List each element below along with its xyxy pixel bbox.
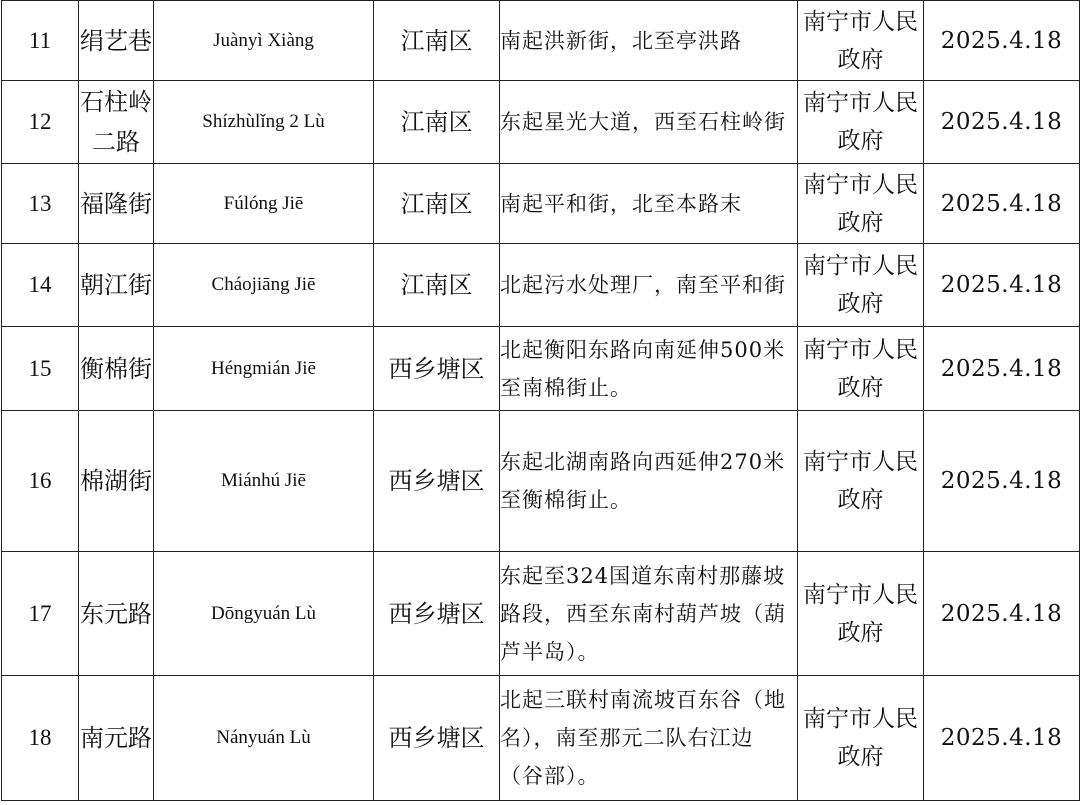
road-extent: 南起平和街，北至本路末 [500,164,798,244]
approval-date: 2025.4.18 [924,81,1080,164]
road-name: 东元路 [79,552,154,676]
road-name: 棉湖街 [79,411,154,552]
road-pinyin: Shízhùlǐng 2 Lù [154,81,374,164]
district: 江南区 [374,81,500,164]
approval-date: 2025.4.18 [924,327,1080,411]
road-pinyin: Miánhú Jiē [154,411,374,552]
table-row [2,244,1080,327]
approval-date: 2025.4.18 [924,1,1080,81]
row-number: 12 [2,81,79,164]
district: 西乡塘区 [374,676,500,801]
approval-date: 2025.4.18 [924,244,1080,327]
road-extent: 北起污水处理厂，南至平和街 [500,244,798,327]
road-name: 绢艺巷 [79,1,154,81]
row-number: 11 [2,1,79,81]
road-extent: 北起衡阳东路向南延伸500米至南棉街止。 [500,327,798,411]
district: 江南区 [374,1,500,81]
road-pinyin: Juànyì Xiàng [154,1,374,81]
table-row [2,327,1080,411]
table-row [2,81,1080,164]
road-name: 福隆街 [79,164,154,244]
approval-date: 2025.4.18 [924,164,1080,244]
road-name: 南元路 [79,676,154,801]
road-extent: 北起三联村南流坡百东谷（地名），南至那元二队右江边（谷部）。 [500,676,798,801]
table-row [2,164,1080,244]
road-pinyin: Nányuán Lù [154,676,374,801]
road-naming-table [1,0,1080,801]
approval-date: 2025.4.18 [924,411,1080,552]
table-row [2,411,1080,552]
district: 西乡塘区 [374,411,500,552]
approving-authority: 南宁市人民政府 [798,244,924,327]
approving-authority: 南宁市人民政府 [798,327,924,411]
road-pinyin: Cháojiāng Jiē [154,244,374,327]
road-name: 石柱岭二路 [79,81,154,164]
table-row [2,1,1080,81]
row-number: 16 [2,411,79,552]
row-number: 17 [2,552,79,676]
road-extent: 东起星光大道，西至石柱岭街 [500,81,798,164]
road-extent: 南起洪新街，北至亭洪路 [500,1,798,81]
approving-authority: 南宁市人民政府 [798,411,924,552]
approval-date: 2025.4.18 [924,552,1080,676]
road-extent: 东起至324国道东南村那藤坡路段，西至东南村葫芦坡（葫芦半岛）。 [500,552,798,676]
approving-authority: 南宁市人民政府 [798,552,924,676]
road-pinyin: Dōngyuán Lù [154,552,374,676]
district: 西乡塘区 [374,327,500,411]
district: 江南区 [374,244,500,327]
table-row [2,552,1080,676]
approving-authority: 南宁市人民政府 [798,1,924,81]
road-extent: 东起北湖南路向西延伸270米至衡棉街止。 [500,411,798,552]
district: 江南区 [374,164,500,244]
road-name: 朝江街 [79,244,154,327]
table-row [2,676,1080,801]
row-number: 13 [2,164,79,244]
approval-date: 2025.4.18 [924,676,1080,801]
approving-authority: 南宁市人民政府 [798,164,924,244]
row-number: 18 [2,676,79,801]
approving-authority: 南宁市人民政府 [798,81,924,164]
district: 西乡塘区 [374,552,500,676]
road-pinyin: Fúlóng Jiē [154,164,374,244]
row-number: 14 [2,244,79,327]
approving-authority: 南宁市人民政府 [798,676,924,801]
road-name: 衡棉街 [79,327,154,411]
row-number: 15 [2,327,79,411]
road-pinyin: Héngmián Jiē [154,327,374,411]
